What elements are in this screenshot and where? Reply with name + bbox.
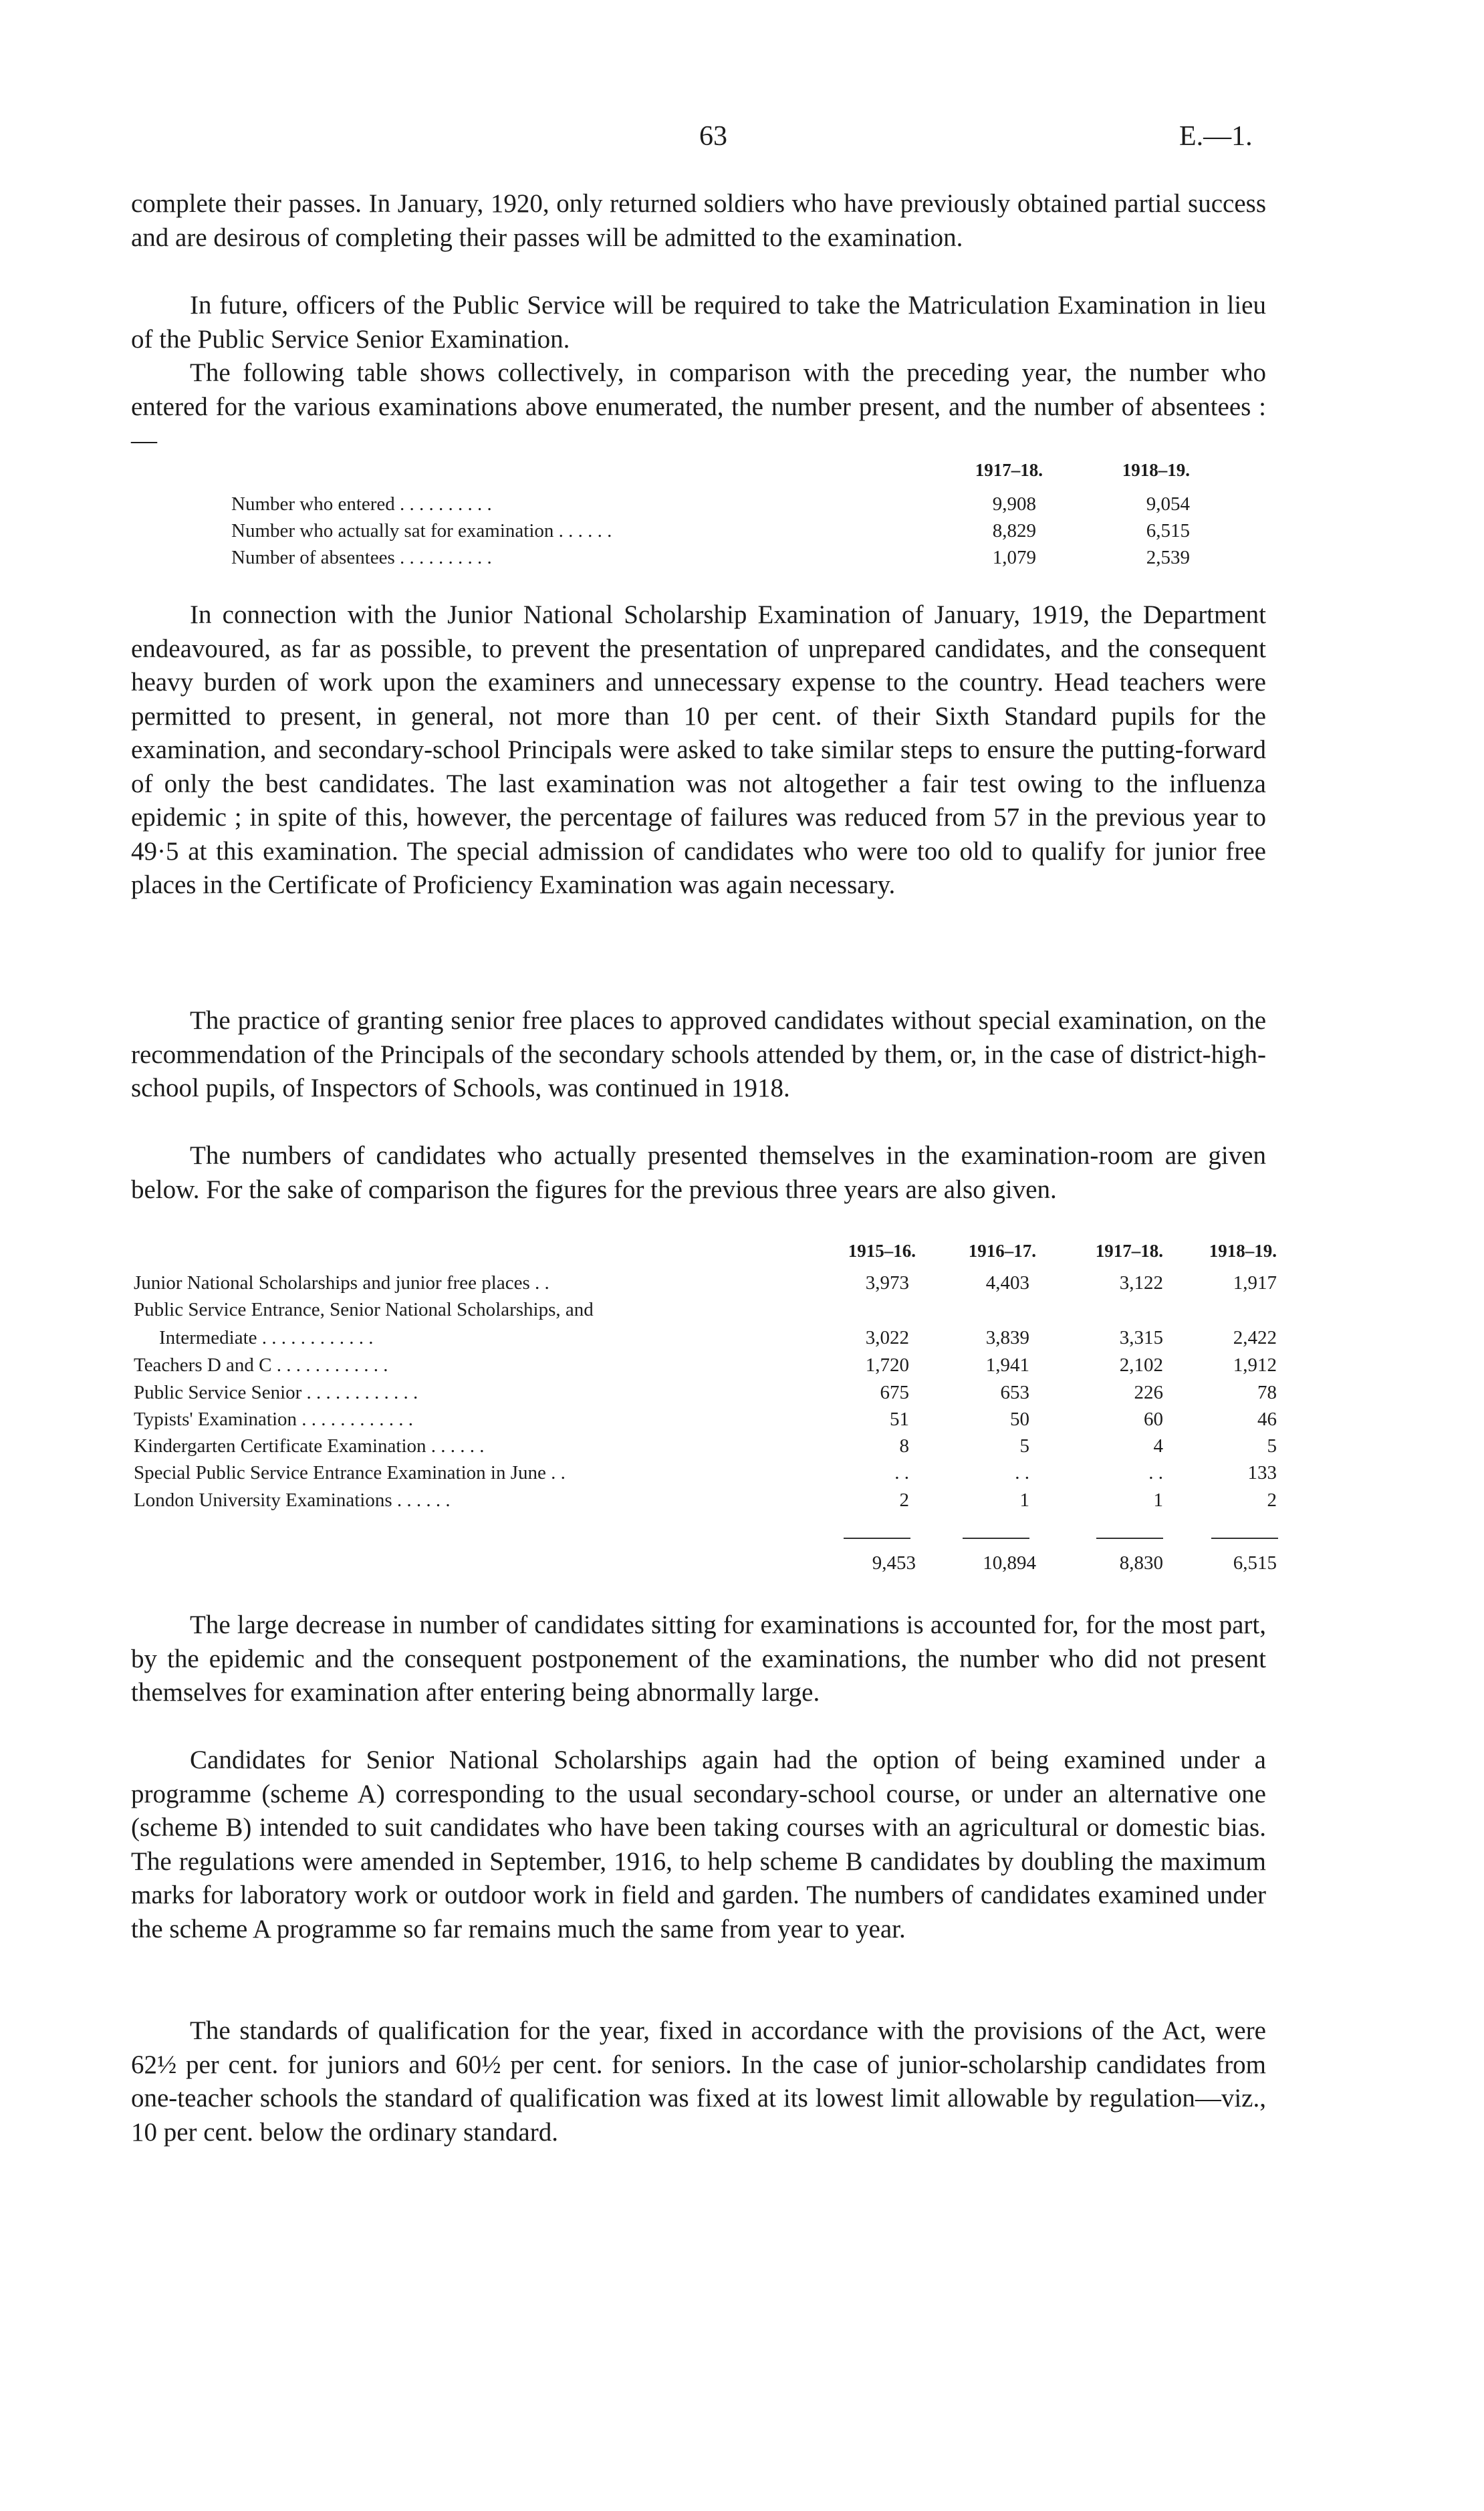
total-rule [1096,1538,1163,1539]
table2-cell: . . [894,1462,909,1483]
table2-total: 6,515 [1233,1552,1277,1574]
paragraph-4: In connection with the Junior National Scholarship Examination of January, 1919, the Department endeavoured, as far as possible, to prevent the presentation of unprepared candidates, and the consequent heavy burden of work upon the examiners and unnecessary expense to the country. Head teachers were permitted to present, in general, not more than 10 per cent. of their Sixth Standard pupils for the examination, and secondary-school Principals were asked to take similar steps to ensure the putting-forward of only the best candidates. The last examination was not altogether a fair test owing to the influenza epidemic ; in spite of this, however, the percentage of failures was reduced from 57 in the previous year to 49·5 at this examination. The special admission of candidates who were too old to qualify for junior free places in the Certificate of Proficiency Examination was again necessary. [131,600,1266,899]
table2-cell: 2,422 [1233,1327,1277,1348]
table2-row-label: Junior National Scholarships and junior free places . . [134,1272,549,1294]
table2-cell: 78 [1257,1382,1277,1403]
table2-row [134,1354,388,1381]
table2-cell: 60 [1144,1409,1163,1430]
table2-col-1916-17: 1916–17. [968,1241,1036,1261]
table1-row [231,520,612,547]
table1-cell: 6,515 [1146,520,1190,542]
table2-row [134,1462,566,1489]
table2-cell: 226 [1134,1382,1163,1403]
paragraph-9: The standards of qualification for the year, fixed in accordance with the provisions of the Act, were 62½ per cent. for juniors and 60½ per cent. for seniors. In the case of junior-scholarship candidates from one-teacher schools the standard of qualification was fixed at its lowest limit allowable by regulation—viz., 10 per cent. below the ordinary standard. [131,2016,1266,2147]
paragraph-8: Candidates for Senior National Scholarships again had the option of being examined under a programme (scheme A) corresponding to the usual secondary-school course, or under an alternative one (scheme B) intended to suit candidates who have been taking courses with an agricultural or domestic bias. The regulations were amended in September, 1916, to help scheme B candidates by doubling the maximum marks for laboratory work or outdoor work in field and garden. The numbers of candidates examined under the scheme A programme so far remains much the same from year to year. [131,1746,1266,1943]
table2-row [134,1382,418,1409]
table2-cell: 3,022 [865,1327,909,1348]
paragraph-7: The large decrease in number of candidates sitting for examinations is accounted for, for the most part, by the epidemic and the consequent postponement of the examinations, the number who did not present themselves for examination after entering being abnormally large. [131,1610,1266,1707]
table2-cell: 1,720 [865,1354,909,1376]
table1-cell: 1,079 [992,547,1036,568]
table2-cell: . . [1148,1462,1163,1483]
table1-col-1917-18: 1917–18. [975,460,1043,480]
table2-row [134,1299,594,1326]
table2-cell: 46 [1257,1409,1277,1430]
table2-total: 8,830 [1119,1552,1163,1574]
table2-cell: 3,315 [1119,1327,1163,1348]
table2-cell: 8 [899,1435,909,1457]
table2-col-1915-16: 1915–16. [848,1241,916,1261]
table2-cell: 4 [1153,1435,1163,1457]
table2-row [134,1489,451,1516]
paragraph-3: The following table shows collectively, in comparison with the preceding year, the number who entered for the various examinations above enumerated, the number present, and the number of absentees :— [131,358,1266,455]
table2-total: 10,894 [983,1552,1036,1574]
table2-cell: 2,102 [1119,1354,1163,1376]
table1-cell: 9,908 [992,493,1036,515]
total-rule [963,1538,1029,1539]
table2-cell: 1 [1153,1489,1163,1511]
table2-col-1917-18: 1917–18. [1095,1241,1163,1261]
table2-cell: . . [1015,1462,1029,1483]
table1-row [231,493,492,520]
table1-col-1918-19: 1918–19. [1122,460,1190,480]
page-number: 63 [699,121,727,152]
table2-cell: 3,839 [985,1327,1029,1348]
table1-cell: 8,829 [992,520,1036,542]
table2-row-label: Public Service Senior . . . . . . . . . . . . [134,1382,418,1403]
table2-cell: 1,917 [1233,1272,1277,1294]
table2-row [134,1435,485,1462]
table2-cell: 2 [899,1489,909,1511]
table2-cell: 2 [1267,1489,1277,1511]
table2-cell: 1,941 [985,1354,1029,1376]
table2-row-label: Typists' Examination . . . . . . . . . . . . [134,1409,414,1430]
page-reference: E.—1. [1179,121,1253,152]
paragraph-2: In future, officers of the Public Service will be required to take the Matriculation Examination in lieu of the Public Service Senior Examination. [131,291,1266,354]
total-rule [1211,1538,1278,1539]
table1-row-label: Number of absentees . . . . . . . . . . [231,547,492,568]
paragraph-5: The practice of granting senior free places to approved candidates without special examination, on the recommendation of the Principals of the secondary schools attended by them, or, in the case of district-high-school pupils, of Inspectors of Schools, was continued in 1918. [131,1006,1266,1102]
table2-cell: 3,973 [865,1272,909,1294]
table2-cell: 51 [890,1409,909,1430]
table2-cell: 1 [1019,1489,1029,1511]
table2-cell: 1,912 [1233,1354,1277,1376]
paragraph-1: complete their passes. In January, 1920, only returned soldiers who have previously obtained partial success and are desirous of completing their passes will be admitted to the examination. [131,189,1266,252]
table2-row-label: Public Service Entrance, Senior National Scholarships, and [134,1299,594,1320]
table2-row-label: Special Public Service Entrance Examination in June . . [134,1462,566,1483]
table2-row-label: Teachers D and C . . . . . . . . . . . . [134,1354,388,1376]
table1-cell: 9,054 [1146,493,1190,515]
table1-row [231,547,492,574]
table1-row-label: Number who entered . . . . . . . . . . [231,493,492,515]
table2-row [134,1272,549,1299]
paragraph-6: The numbers of candidates who actually presented themselves in the examination-room are given below. For the sake of comparison the figures for the previous three years are also given. [131,1141,1266,1204]
table2-cell: 3,122 [1119,1272,1163,1294]
table2-cell: 133 [1247,1462,1277,1483]
table2-row-label: Intermediate . . . . . . . . . . . . [159,1327,374,1348]
table2-row-label: Kindergarten Certificate Examination . . . . . . [134,1435,485,1457]
table2-cell: 5 [1267,1435,1277,1457]
table2-col-1918-19: 1918–19. [1209,1241,1277,1261]
total-rule [844,1538,910,1539]
table2-total: 9,453 [872,1552,916,1574]
table2-cell: 675 [880,1382,909,1403]
table2-cell: 5 [1019,1435,1029,1457]
table2-row-label: London University Examinations . . . . . . [134,1489,451,1511]
table2-cell: 50 [1010,1409,1029,1430]
table2-row [134,1409,413,1435]
table2-cell: 4,403 [985,1272,1029,1294]
table1-cell: 2,539 [1146,547,1190,568]
table2-row [159,1327,374,1354]
table1-row-label: Number who actually sat for examination . . . . . . [231,520,612,542]
table2-cell: 653 [1000,1382,1029,1403]
